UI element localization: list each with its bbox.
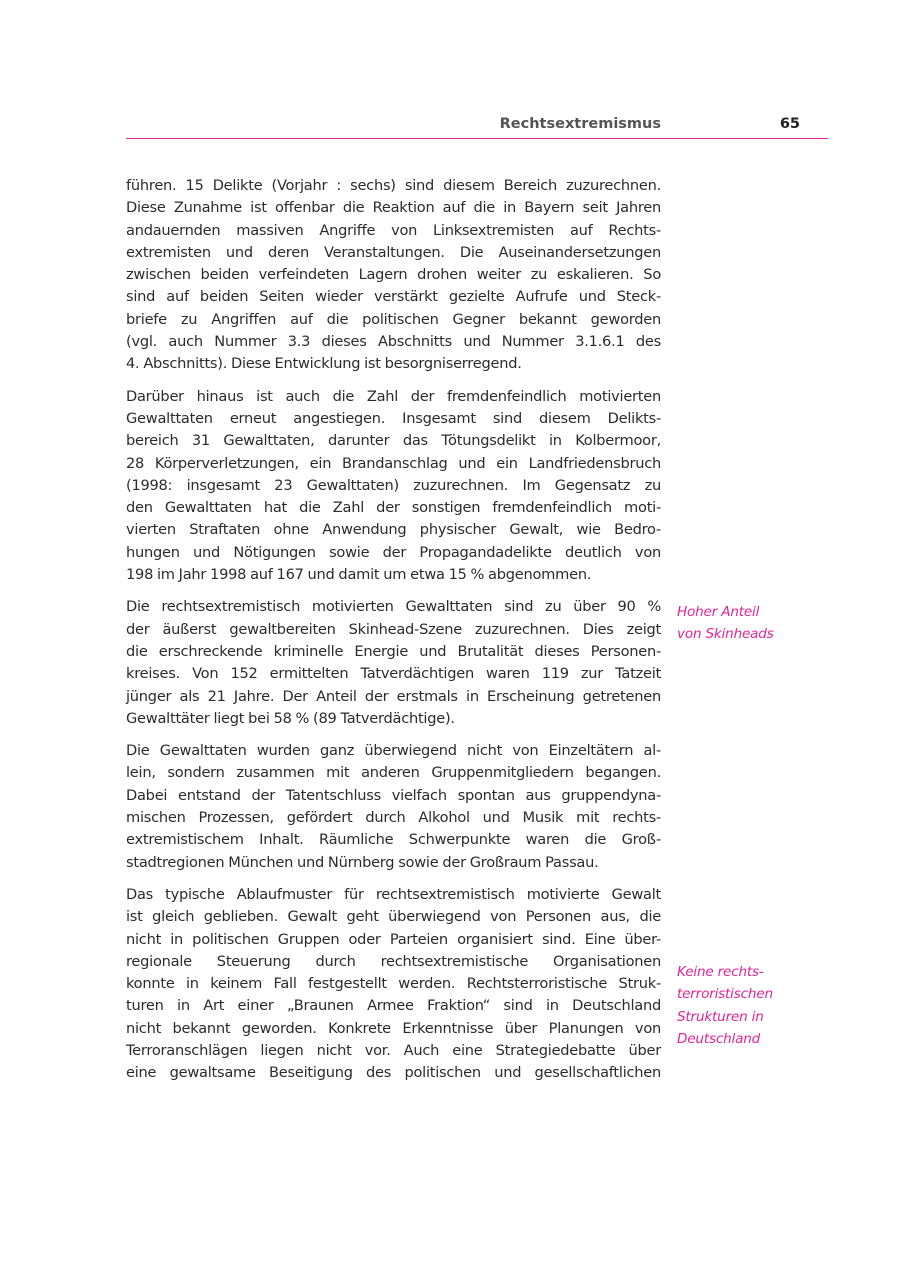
paragraph-line: vierten Straftaten ohne Anwendung physischer Gewalt, wie Bedro- bbox=[126, 521, 661, 539]
paragraph-line: sind auf beiden Seiten wieder verstärkt gezielte Aufrufe und Steck- bbox=[126, 288, 661, 306]
paragraph-line: lein, sondern zusammen mit anderen Gruppenmitgliedern begangen. bbox=[126, 764, 661, 782]
main-text bbox=[126, 175, 661, 1095]
paragraph-4 bbox=[126, 740, 661, 874]
paragraph-line: die erschreckende kriminelle Energie und Brutalität dieses Personen- bbox=[126, 642, 661, 660]
paragraph-line: Das typische Ablaufmuster für rechtsextremistisch motivierte Gewalt bbox=[126, 885, 661, 903]
paragraph-line: ist gleich geblieben. Gewalt geht überwiegend von Personen aus, die bbox=[126, 908, 661, 926]
paragraph-line: Die rechtsextremistisch motivierten Gewalttaten sind zu über 90 % bbox=[126, 598, 661, 616]
paragraph-3 bbox=[126, 596, 661, 730]
paragraph-line: 28 Körperverletzungen, ein Brandanschlag und ein Landfriedensbruch bbox=[126, 454, 661, 472]
page-number: 65 bbox=[779, 116, 800, 132]
margin-note-skinheads bbox=[677, 601, 827, 646]
paragraph-line: extremisten und deren Veranstaltungen. Die Auseinandersetzungen bbox=[126, 243, 661, 261]
paragraph-line: andauernden massiven Angriffe von Linksextremisten auf Rechts- bbox=[126, 221, 661, 239]
paragraph-line: Terroranschlägen liegen nicht vor. Auch eine Strategiedebatte über bbox=[126, 1041, 661, 1059]
paragraph-line: führen. 15 Delikte (Vorjahr : sechs) sind diesem Bereich zuzurechnen. bbox=[126, 177, 661, 194]
paragraph-line: mischen Prozessen, gefördert durch Alkohol und Musik mit rechts- bbox=[126, 809, 661, 827]
paragraph-line: Dabei entstand der Tatentschluss vielfach spontan aus gruppendyna- bbox=[126, 786, 661, 804]
paragraph-line: stadtregionen München und Nürnberg sowie der Großraum Passau. bbox=[126, 853, 599, 871]
margin-note-line: Strukturen in bbox=[677, 1008, 764, 1025]
paragraph-line: nicht bekannt geworden. Konkrete Erkenntnisse über Planungen von bbox=[126, 1019, 661, 1037]
header-title: Rechtsextremismus bbox=[499, 116, 661, 132]
paragraph-line: turen in Art einer „Braunen Armee Fraktion“ sind in Deutschland bbox=[126, 997, 661, 1015]
paragraph-line: 198 im Jahr 1998 auf 167 und damit um etwa 15 % abgenommen. bbox=[126, 566, 592, 584]
paragraph-5 bbox=[126, 884, 661, 1085]
paragraph-line: jünger als 21 Jahre. Der Anteil der erstmals in Erscheinung getretenen bbox=[126, 687, 661, 705]
running-header bbox=[126, 114, 828, 139]
paragraph-1 bbox=[126, 175, 661, 376]
paragraph-line: extremistischem Inhalt. Räumliche Schwerpunkte waren die Groß- bbox=[126, 831, 661, 849]
margin-note-line: Keine rechts- bbox=[677, 964, 764, 980]
paragraph-line: 4. Abschnitts). Diese Entwicklung ist besorgniserregend. bbox=[126, 355, 522, 373]
paragraph-line: konnte in keinem Fall festgestellt werden. Rechtsterroristische Struk- bbox=[126, 975, 661, 993]
paragraph-line: bereich 31 Gewalttaten, darunter das Tötungsdelikt in Kolbermoor, bbox=[126, 432, 661, 450]
paragraph-2 bbox=[126, 386, 661, 587]
paragraph-line: (vgl. auch Nummer 3.3 dieses Abschnitts und Nummer 3.1.6.1 des bbox=[126, 333, 661, 351]
paragraph-line: Gewalttäter liegt bei 58 % (89 Tatverdächtige). bbox=[126, 709, 455, 727]
margin-note-line: Hoher Anteil bbox=[677, 604, 760, 620]
paragraph-line: hungen und Nötigungen sowie der Propagandadelikte deutlich von bbox=[126, 543, 661, 561]
paragraph-line: nicht in politischen Gruppen oder Parteien organisiert sind. Eine über- bbox=[126, 930, 661, 948]
paragraph-line: den Gewalttaten hat die Zahl der sonstigen fremdenfeindlich moti- bbox=[126, 499, 661, 517]
paragraph-line: regionale Steuerung durch rechtsextremistische Organisationen bbox=[126, 952, 661, 970]
paragraph-line: Darüber hinaus ist auch die Zahl der fremdenfeindlich motivierten bbox=[126, 387, 661, 405]
margin-note-line: terroristischen bbox=[677, 986, 773, 1003]
margin-note-line: Deutschland bbox=[677, 1030, 761, 1047]
paragraph-line: briefe zu Angriffen auf die politischen Gegner bekannt geworden bbox=[126, 310, 661, 328]
paragraph-line: zwischen beiden verfeindeten Lagern drohen weiter zu eskalieren. So bbox=[126, 266, 661, 284]
paragraph-line: Gewalttaten erneut angestiegen. Insgesamt sind diesem Delikts- bbox=[126, 409, 661, 427]
paragraph-line: eine gewaltsame Beseitigung des politischen und gesellschaftlichen bbox=[126, 1064, 661, 1082]
margin-note-line: von Skinheads bbox=[677, 626, 774, 643]
margin-note-terror-structures bbox=[677, 961, 827, 1050]
paragraph-line: Diese Zunahme ist offenbar die Reaktion auf die in Bayern seit Jahren bbox=[126, 199, 661, 217]
paragraph-line: (1998: insgesamt 23 Gewalttaten) zuzurechnen. Im Gegensatz zu bbox=[126, 476, 661, 494]
paragraph-line: kreises. Von 152 ermittelten Tatverdächtigen waren 119 zur Tatzeit bbox=[126, 665, 661, 683]
paragraph-line: der äußerst gewaltbereiten Skinhead-Szene zuzurechnen. Dies zeigt bbox=[126, 620, 661, 638]
paragraph-line: Die Gewalttaten wurden ganz überwiegend nicht von Einzeltätern al- bbox=[126, 742, 661, 760]
